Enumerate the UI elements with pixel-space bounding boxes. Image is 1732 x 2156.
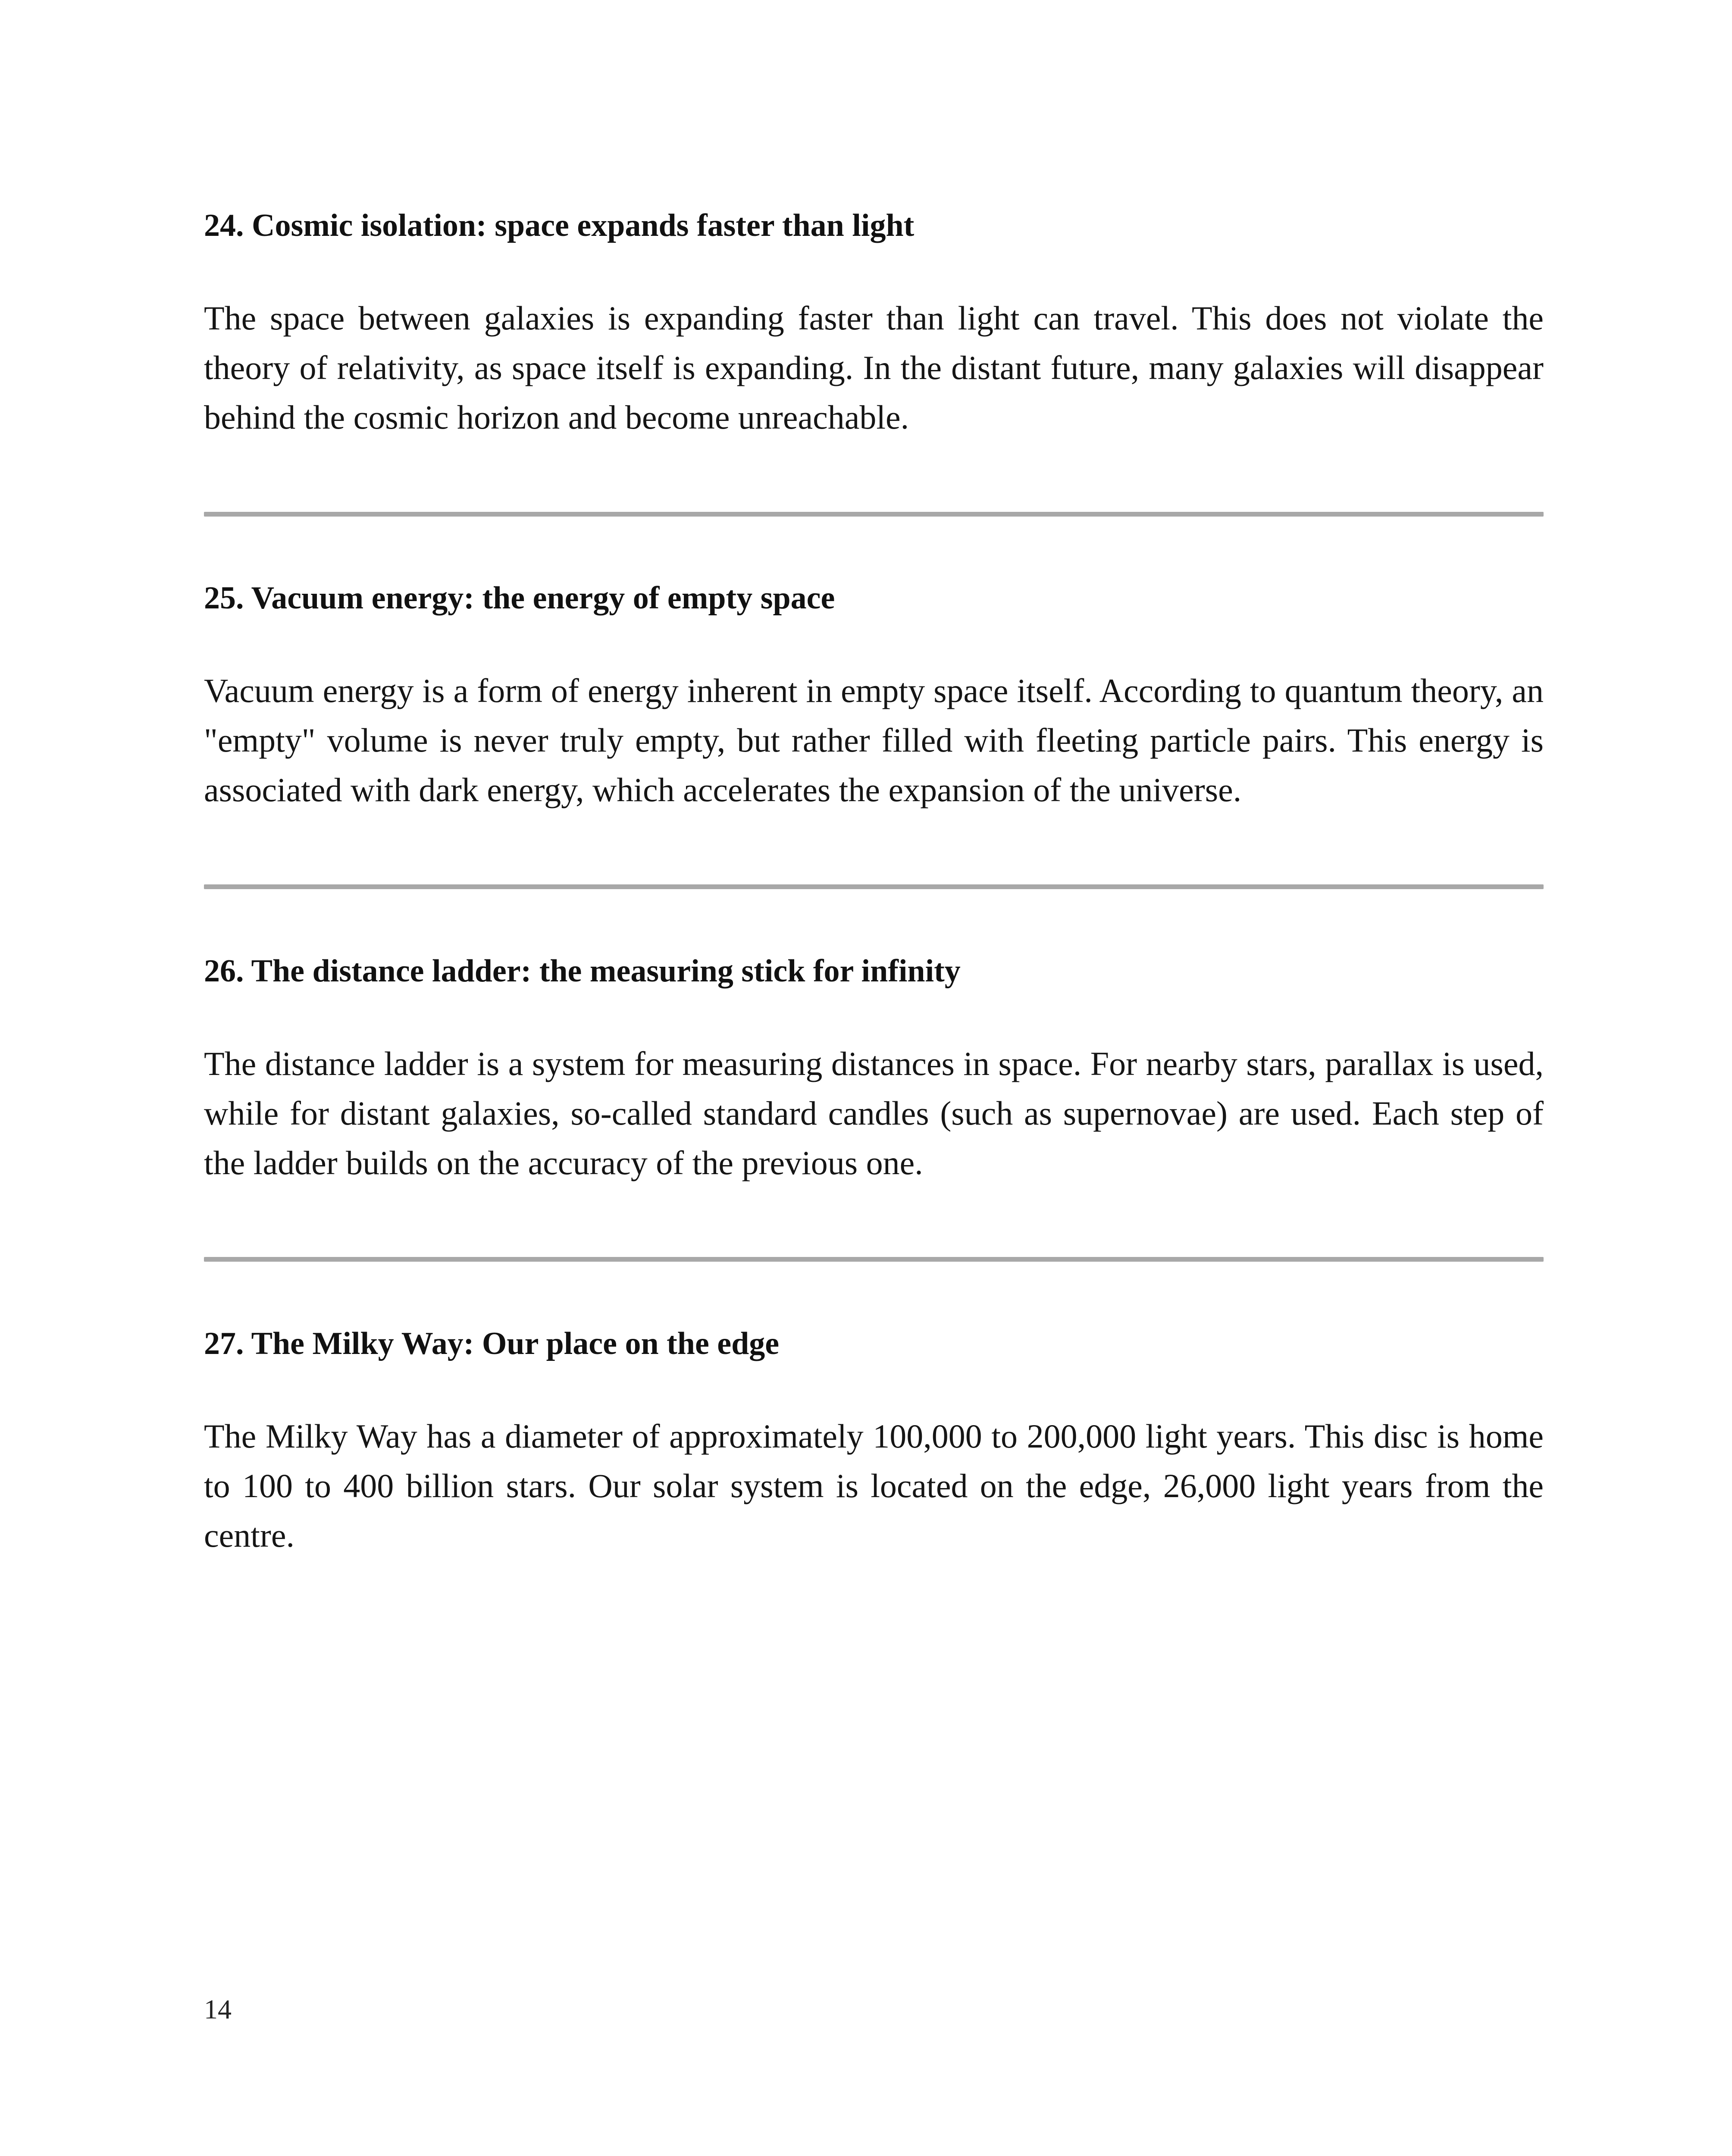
section-heading: 25. Vacuum energy: the energy of empty space	[204, 580, 835, 616]
section-heading: 27. The Milky Way: Our place on the edge	[204, 1326, 780, 1361]
section-heading: 24. Cosmic isolation: space expands faster than light	[204, 208, 915, 243]
section-27	[204, 1324, 1544, 1560]
section-divider	[204, 1257, 1544, 1262]
section-body: Vacuum energy is a form of energy inherent in empty space itself. According to quantum theory, an "empty" volume is never truly empty, but rather filled with fleeting particle pairs. This energy is associated with dark energy, which accelerates the expansion of the universe.	[204, 672, 1544, 808]
section-24	[204, 206, 1544, 442]
page-number: 14	[204, 1994, 232, 2024]
section-body: The space between galaxies is expanding faster than light can travel. This does not violate the theory of relativity, as space itself is expanding. In the distant future, many galaxies will disappear behind the cosmic horizon and become unreachable.	[204, 299, 1544, 436]
section-25	[204, 579, 1544, 815]
section-divider	[204, 512, 1544, 517]
section-heading: 26. The distance ladder: the measuring stick for infinity	[204, 953, 961, 989]
section-26	[204, 952, 1544, 1188]
section-body: The Milky Way has a diameter of approximately 100,000 to 200,000 light years. This disc is home to 100 to 400 billion stars. Our solar system is located on the edge, 26,000 light years from the centre.	[204, 1417, 1544, 1554]
section-divider	[204, 884, 1544, 889]
section-body: The distance ladder is a system for measuring distances in space. For nearby stars, parallax is used, while for distant galaxies, so-called standard candles (such as supernovae) are used. Each step of the ladder builds on the accuracy of the previous one.	[204, 1045, 1544, 1181]
